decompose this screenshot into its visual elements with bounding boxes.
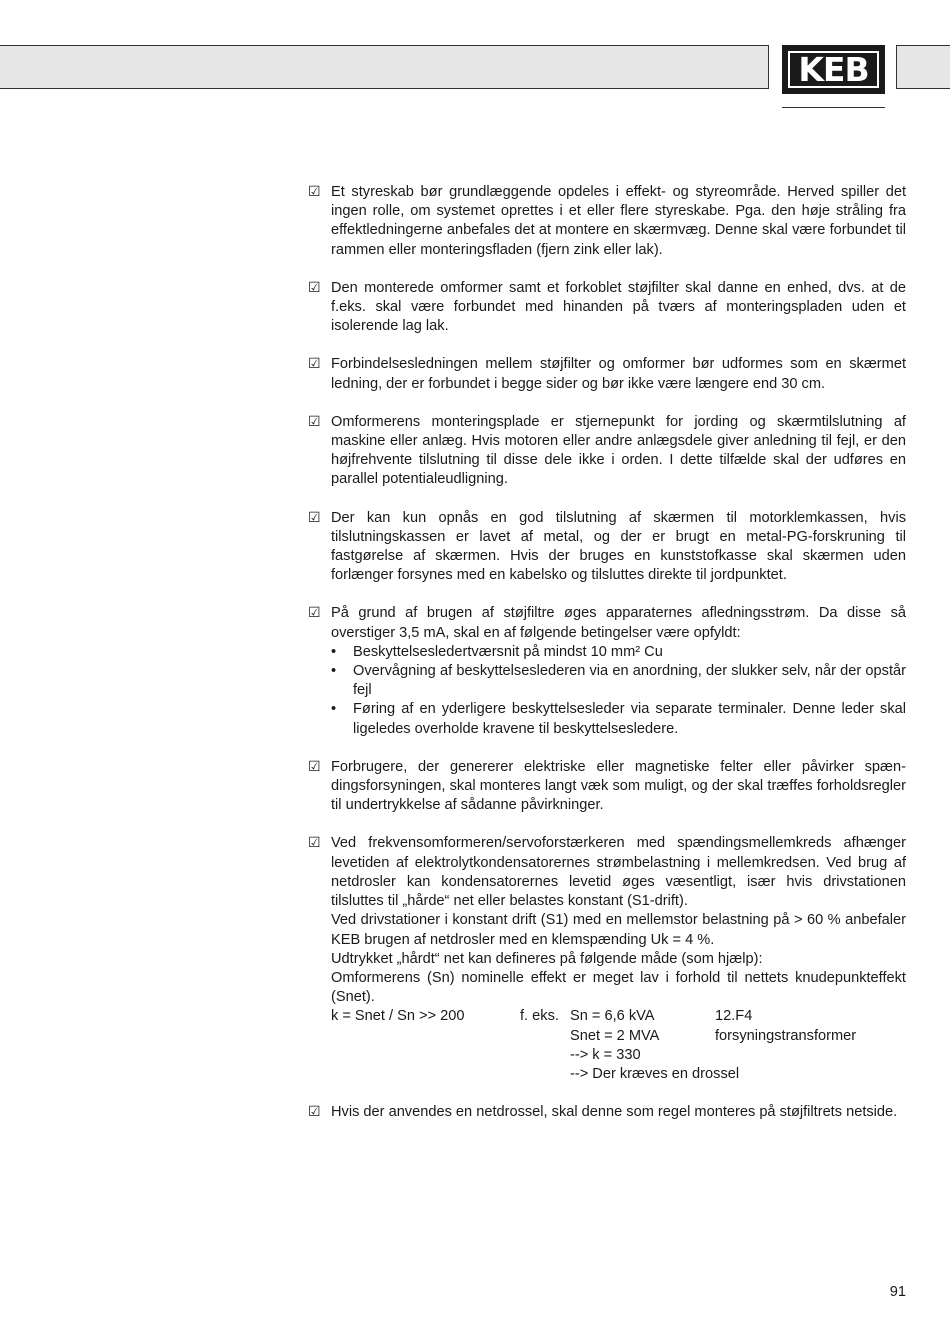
checkbox-icon: ☑ bbox=[308, 509, 321, 526]
checkbox-icon: ☑ bbox=[308, 184, 321, 200]
formula-row bbox=[331, 1065, 906, 1084]
item-text: Omformerens (Sn) nominelle effekt er meget lav i forhold til nettets knudepunkteffekt (Snet). bbox=[331, 969, 906, 1006]
formula-value: Snet = 2 MVA bbox=[570, 1027, 660, 1044]
checkbox-icon: ☑ bbox=[308, 835, 321, 852]
checkbox-icon: ☑ bbox=[308, 279, 321, 296]
header-bar bbox=[0, 45, 769, 89]
checkbox-icon: ☑ bbox=[308, 413, 321, 430]
item-text: Et styreskab bør grundlæggende opdeles i effekt- og styreområde. Herved spiller det ingen rolle, om systemet oprettes i et eller flere styreskabe. Pga. den høje stråling fra effektledningerne anbefales det at montere en skærmvæg. Denne skal være forbundet til rammen eller monteringsfladen (fjern zink eller lak). bbox=[331, 184, 906, 258]
formula-value: --> Der kræves en drossel bbox=[570, 1065, 740, 1082]
checkbox-icon: ☑ bbox=[308, 605, 321, 622]
checkbox-icon: ☑ bbox=[308, 1104, 321, 1121]
formula-expression: k = Snet / Sn >> 200 bbox=[331, 1008, 465, 1025]
header-bar-right bbox=[896, 45, 950, 89]
bullet-icon: • bbox=[331, 701, 337, 718]
item-text: På grund af brugen af støjfiltre øges apparaternes afledningsstrøm. Da disse så overstiger 3,5 mA, skal en af følgende betingelser være opfyldt: bbox=[331, 605, 906, 641]
list-item bbox=[308, 1103, 906, 1122]
formula-row bbox=[331, 1046, 906, 1065]
item-text: Den monterede omformer samt et forkoblet støjfilter skal danne en enhed, dvs. at de f.eks. skal være forbundet med hinanden på tværs af monteringspladen uden et isolerende lag lak. bbox=[331, 279, 906, 335]
keb-logo-text: KEB bbox=[798, 50, 869, 89]
bullet-icon: • bbox=[331, 663, 337, 680]
list-item bbox=[308, 279, 906, 337]
list-item bbox=[308, 509, 906, 586]
item-text: Udtrykket „hårdt“ net kan defineres på følgende måde (som hjælp): bbox=[331, 950, 763, 967]
item-text: Omformerens monteringsplade er stjernepunkt for jording og skærmtilslutning af maskine eller anlæg. Hvis motoren eller andre anlægsdele giver anledning til fejl, er den højfrehvente tilslutning til disse dele ikke i orden. I dette tilfælde skal der udføres en parallel potentialeudligning. bbox=[331, 413, 906, 488]
formula-note: forsyningstransformer bbox=[715, 1027, 857, 1044]
list-item bbox=[308, 413, 906, 490]
formula-note: 12.F4 bbox=[715, 1008, 753, 1025]
list-item bbox=[308, 604, 906, 738]
bullet-list bbox=[331, 643, 906, 739]
item-text: Ved drivstationer i konstant drift (S1) med en mellemstor belastning på > 60 % anbefaler KEB brugen af netdrosler med en klemspænding Uk = 4 %. bbox=[331, 912, 906, 948]
formula-row bbox=[331, 1027, 906, 1046]
formula-value: Sn = 6,6 kVA bbox=[570, 1008, 655, 1025]
item-text: Hvis der anvendes en netdrossel, skal denne som regel monteres på støjfiltrets netside. bbox=[331, 1104, 898, 1121]
formula-row bbox=[331, 1007, 906, 1026]
checkbox-icon: ☑ bbox=[308, 758, 321, 775]
item-text: Der kan kun opnås en god tilslutning af skærmen til motorklemkassen, hvis tilslutningskassen er lavet af metal, og der er brugt en metal-PG-forskruning til fastgørelse af skærmen. Hvis der bruges en kunststofkasse skal skærmen uden forlænger forsynes med en kabelsko og tilsluttes direkte til jordpunktet. bbox=[331, 509, 906, 584]
instruction-list bbox=[308, 183, 906, 1141]
page-number: 91 bbox=[889, 1284, 906, 1300]
list-item bbox=[308, 834, 906, 1084]
logo-underline bbox=[782, 107, 885, 108]
item-text: Forbrugere, der genererer elektriske eller magnetiske felter eller påvirker spæn-dingsforsyningen, skal monteres langt væk som muligt, og der skal træffes forholdsregler til undertrykkelse af sådanne påvirkninger. bbox=[331, 758, 906, 814]
item-text: Ved frekvensomformeren/servoforstærkeren med spændingsmellemkreds afhænger levetiden af elektrolytkondensatorernes strømbelastning i mellemkredsen. Ved brug af netdrosler kan kondensatorernes levetid øges væsentligt, især hvis drivstationen tilsluttes til „hårde“ net eller belastes konstant (S1-drift). bbox=[331, 835, 906, 910]
bullet-item: • Beskyttelsesledertværsnit på mindst 10 mm² Cu bbox=[331, 643, 906, 662]
formula-example-label: f. eks. bbox=[520, 1008, 559, 1025]
bullet-icon: • bbox=[331, 643, 337, 660]
formula-value: --> k = 330 bbox=[570, 1046, 641, 1063]
item-text: Forbindelsesledningen mellem støjfilter og omformer bør udformes som en skærmet ledning, der er forbundet i begge sider og bør ikke være længere end 30 cm. bbox=[331, 356, 906, 392]
list-item bbox=[308, 355, 906, 393]
list-item bbox=[308, 183, 906, 260]
bullet-item: • Overvågning af beskyttelseslederen via en anordning, der slukker selv, når der opstår fejl bbox=[331, 662, 906, 700]
checkbox-icon: ☑ bbox=[308, 356, 321, 373]
bullet-item: • Føring af en yderligere beskyttelsesleder via separate terminaler. Denne leder skal ligeledes overholde kravene til beskyttelseslederе. bbox=[331, 700, 906, 738]
keb-logo bbox=[782, 45, 885, 94]
keb-logo-frame bbox=[788, 51, 879, 88]
list-item bbox=[308, 758, 906, 816]
